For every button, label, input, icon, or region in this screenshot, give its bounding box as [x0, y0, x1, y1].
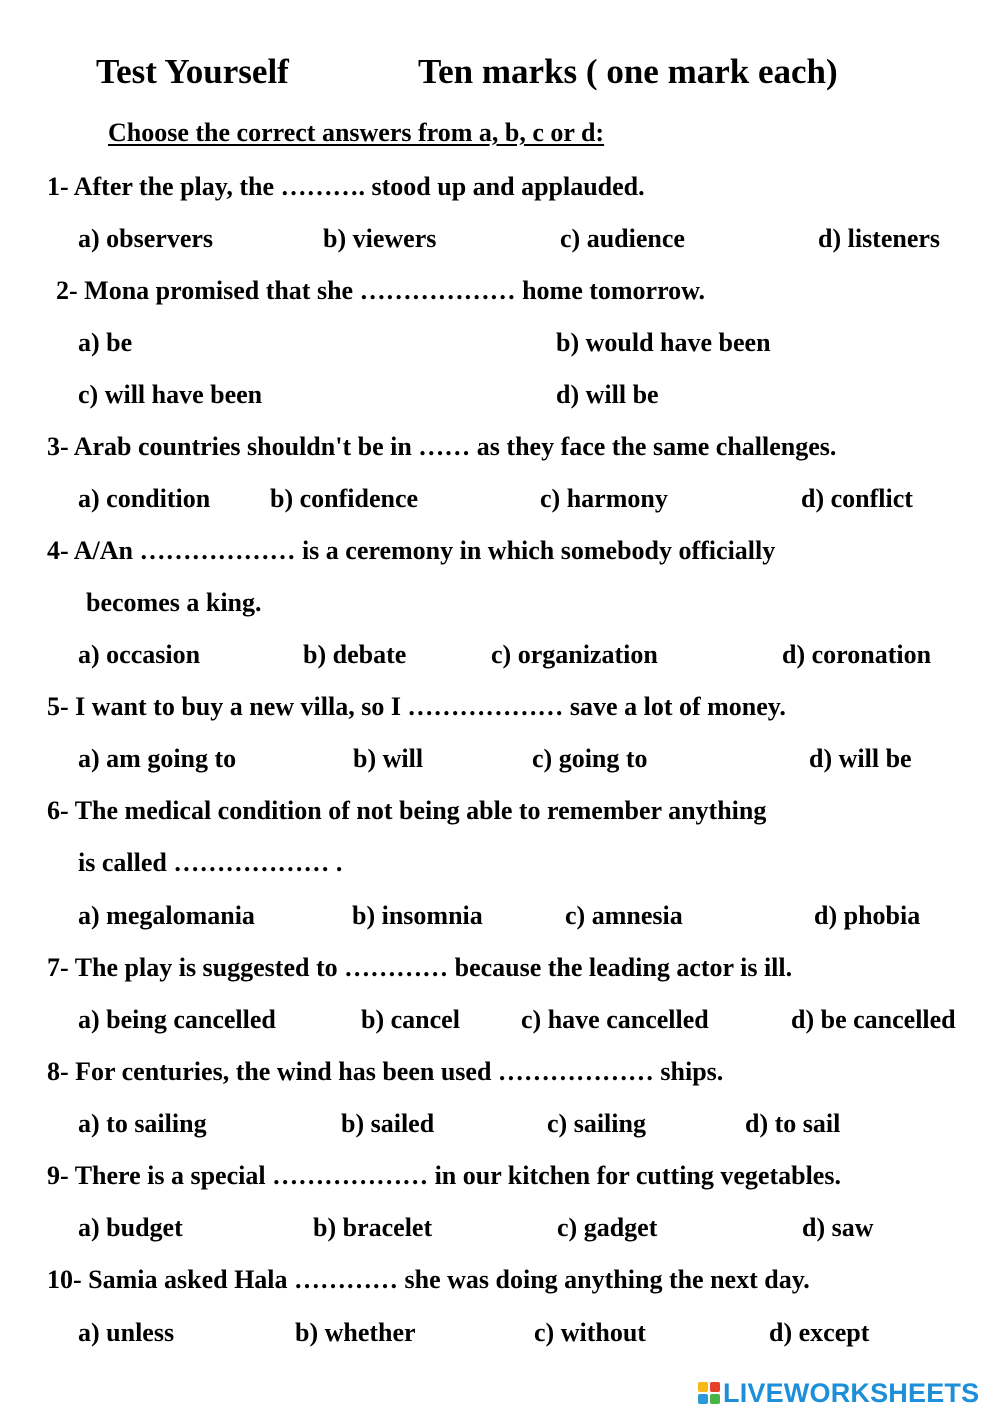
logo-square-green	[710, 1394, 720, 1404]
header-title: Test Yourself	[96, 52, 289, 91]
option-10a[interactable]: a) unless	[78, 1318, 175, 1347]
option-7c[interactable]: c) have cancelled	[521, 1005, 709, 1034]
option-7b[interactable]: b) cancel	[361, 1005, 460, 1034]
option-6a[interactable]: a) megalomania	[78, 901, 255, 930]
logo-square-red	[710, 1382, 720, 1392]
option-9d[interactable]: d) saw	[802, 1213, 874, 1242]
option-10c[interactable]: c) without	[534, 1318, 646, 1347]
option-8b[interactable]: b) sailed	[341, 1109, 435, 1138]
option-6b[interactable]: b) insomnia	[352, 901, 483, 930]
question-8: 8- For centuries, the wind has been used ……………… ships.	[47, 1057, 724, 1086]
instruction: Choose the correct answers from a, b, c or d:	[108, 118, 605, 147]
logo-text: LIVEWORKSHEETS	[723, 1377, 980, 1408]
option-3a[interactable]: a) condition	[78, 484, 211, 513]
question-6: 6- The medical condition of not being able to remember anything	[47, 796, 767, 825]
option-10b[interactable]: b) whether	[295, 1318, 416, 1347]
question-3: 3- Arab countries shouldn't be in …… as they face the same challenges.	[47, 432, 837, 461]
logo-mark-icon	[698, 1382, 720, 1404]
option-4b[interactable]: b) debate	[303, 640, 407, 669]
option-2d[interactable]: d) will be	[556, 380, 659, 409]
question-6-continued: is called ……………… .	[78, 848, 343, 877]
option-1a[interactable]: a) observers	[78, 224, 214, 253]
option-3b[interactable]: b) confidence	[270, 484, 419, 513]
option-2b[interactable]: b) would have been	[556, 328, 771, 357]
option-1c[interactable]: c) audience	[560, 224, 685, 253]
question-4: 4- A/An ……………… is a ceremony in which somebody officially	[47, 536, 776, 565]
option-2a[interactable]: a) be	[78, 328, 133, 357]
option-2c[interactable]: c) will have been	[78, 380, 263, 409]
option-9b[interactable]: b) bracelet	[313, 1213, 433, 1242]
question-4-continued: becomes a king.	[86, 588, 262, 617]
option-1b[interactable]: b) viewers	[323, 224, 437, 253]
question-5: 5- I want to buy a new villa, so I ……………… save a lot of money.	[47, 692, 786, 721]
header-marks: Ten marks ( one mark each)	[418, 52, 838, 91]
question-2: 2- Mona promised that she ……………… home tomorrow.	[56, 276, 706, 305]
option-1d[interactable]: d) listeners	[818, 224, 941, 253]
option-4c[interactable]: c) organization	[491, 640, 658, 669]
option-10d[interactable]: d) except	[769, 1318, 870, 1347]
logo-square-yellow	[698, 1382, 708, 1392]
option-8c[interactable]: c) sailing	[547, 1109, 646, 1138]
option-6d[interactable]: d) phobia	[814, 901, 921, 930]
option-5d[interactable]: d) will be	[809, 744, 912, 773]
option-5c[interactable]: c) going to	[532, 744, 648, 773]
option-4d[interactable]: d) coronation	[782, 640, 932, 669]
option-8a[interactable]: a) to sailing	[78, 1109, 207, 1138]
option-5b[interactable]: b) will	[353, 744, 424, 773]
option-9a[interactable]: a) budget	[78, 1213, 183, 1242]
option-7d[interactable]: d) be cancelled	[791, 1005, 956, 1034]
logo-square-blue	[698, 1394, 708, 1404]
option-8d[interactable]: d) to sail	[745, 1109, 841, 1138]
liveworksheets-logo	[698, 1378, 979, 1408]
option-7a[interactable]: a) being cancelled	[78, 1005, 276, 1034]
option-3c[interactable]: c) harmony	[540, 484, 668, 513]
question-1: 1- After the play, the ………. stood up and applauded.	[47, 172, 645, 201]
option-6c[interactable]: c) amnesia	[565, 901, 683, 930]
option-4a[interactable]: a) occasion	[78, 640, 201, 669]
question-10: 10- Samia asked Hala ………… she was doing anything the next day.	[47, 1265, 810, 1294]
option-9c[interactable]: c) gadget	[557, 1213, 658, 1242]
question-9: 9- There is a special ……………… in our kitchen for cutting vegetables.	[47, 1161, 841, 1190]
option-5a[interactable]: a) am going to	[78, 744, 237, 773]
option-3d[interactable]: d) conflict	[801, 484, 913, 513]
question-7: 7- The play is suggested to ………… because the leading actor is ill.	[47, 953, 793, 982]
